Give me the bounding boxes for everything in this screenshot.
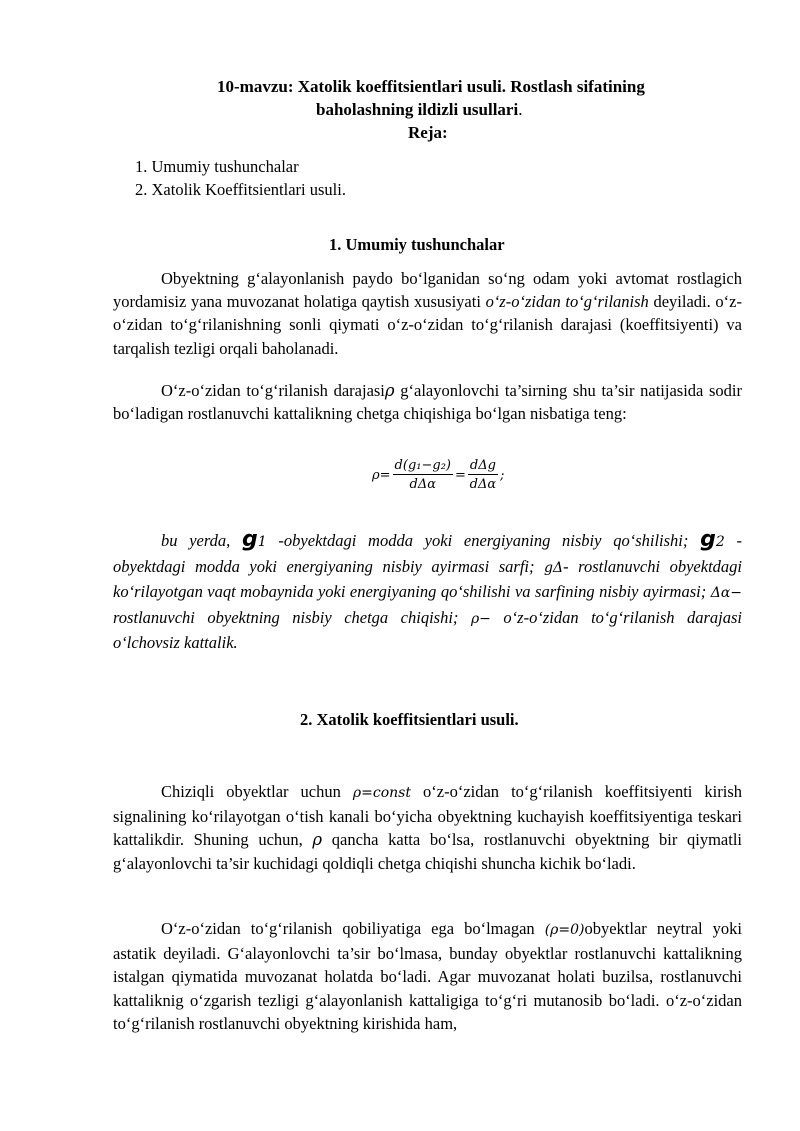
- formula-equals: =: [454, 467, 466, 483]
- title-line-2-dot: .: [518, 100, 523, 119]
- formula-den-1: dΔα: [409, 477, 437, 492]
- paragraph-3: [113, 529, 742, 656]
- p3-text-d: - rostlanuvchi obyektdagi ko‘rilayotgan vaqt mobaynida yoki energiyaning qo‘shilishi va sarfining nisbiy ayirmasi;: [113, 556, 742, 601]
- formula-fraction-1: [393, 458, 453, 492]
- p3-gdelta-symbol: gΔ: [544, 559, 564, 576]
- p3-g2-sub: 2: [715, 534, 725, 550]
- p4-text-a: Chiziqli obyektlar uchun: [161, 782, 353, 801]
- p4-text-b: o‘z-o‘zidan to‘g‘rilanish koeffitsiyenti kirish signalining ko‘rilayotgan o‘tish kanali bo‘yicha obyektning kuchayish koeffitsiyentiga teskari kattalikdir. Shuning uchun,: [113, 782, 742, 850]
- title-line-2: [316, 100, 522, 120]
- plan-item-1: 1. Umumiy tushunchalar: [135, 157, 299, 176]
- p1-text-c: deyiladi. o‘z-o‘zidan to‘g‘rilanishning sonli qiymati o‘z-o‘zidan to‘g‘rilanish darajasi (koeffitsiyenti) va tarqalish tezligi orqali baholanadi.: [113, 292, 742, 358]
- p3-text-c: - obyektdagi modda yoki energiyaning nisbiy ayirmasi sarfi;: [113, 531, 742, 576]
- paragraph-1: [113, 267, 742, 360]
- p3-text-b: -obyektdagi modda yoki energiyaning nisbiy qo‘shilishi;: [266, 531, 701, 550]
- formula-fraction-2: [468, 458, 498, 492]
- p5-rho-zero: (ρ=0): [544, 922, 585, 938]
- p3-dalpha-symbol: Δα−: [710, 585, 742, 601]
- p3-g1-sub: 1: [257, 534, 267, 550]
- p2-text-b: g‘alayonlovchi ta’sirning shu ta’sir natijasida sodir bo‘ladigan rostlanuvchi kattalikning chetga chiqishiga bo‘lgan nisbatiga teng:: [113, 381, 743, 424]
- p3-text-a: bu yerda,: [161, 531, 243, 550]
- p3-rho-symbol: ρ−: [470, 610, 491, 627]
- p2-text-a: O‘z-o‘zidan to‘g‘rilanish darajasi: [161, 381, 385, 400]
- formula-num-2: dΔg: [469, 458, 496, 473]
- p4-rho-const: ρ=const: [352, 785, 411, 801]
- formula-rho: [370, 458, 506, 492]
- paragraph-2: [113, 379, 742, 425]
- formula-den-2: dΔα: [469, 477, 497, 492]
- plan-heading: Reja:: [408, 123, 448, 142]
- section-1-heading: 1. Umumiy tushunchalar: [329, 235, 505, 254]
- section-2-heading: 2. Xatolik koeffitsientlari usuli.: [300, 710, 519, 729]
- p1-text-a: Obyektning g‘alayonlanish paydo bo‘lganidan so‘ng odam yoki avtomat rostlagich yordamisiz yana muvozanat holatiga qaytish xususiyati: [113, 269, 742, 312]
- p3-g2-symbol: g: [700, 527, 716, 552]
- title-line-2-text: baholashning ildizli usullari: [316, 100, 519, 119]
- plan-item-2: 2. Xatolik Koeffitsientlari usuli.: [135, 180, 346, 199]
- p4-text-c: qancha katta bo‘lsa, rostlanuvchi obyektning bir qiymatli g‘alayonlovchi ta’sir kuchidagi qoldiqli chetga chiqishi shuncha kichik bo‘ladi.: [113, 830, 742, 873]
- title-line-1: 10-mavzu: Xatolik koeffitsientlari usuli. Rostlash sifatining: [217, 77, 645, 96]
- paragraph-5: [113, 917, 742, 1035]
- p2-rho-symbol: ρ: [384, 381, 395, 400]
- formula-num-1: d(g₁−g₂): [394, 458, 451, 473]
- p3-text-f: o‘z-o‘zidan to‘g‘rilanish darajasi o‘lchovsiz kattalik.: [113, 607, 743, 652]
- p3-g1-symbol: g: [242, 527, 258, 552]
- formula-end: ;: [499, 467, 505, 483]
- formula-lhs: ρ=: [372, 467, 391, 483]
- p4-rho-symbol: ρ: [312, 830, 323, 850]
- paragraph-4: [113, 780, 742, 875]
- p5-text-b: obyektlar neytral yoki astatik deyiladi. G‘alayonlovchi ta’sir bo‘lmasa, bunday obyektlar rostlanuvchi kattalikning istalgan qiymatida muvozanat holatda bo‘ladi. Agar muvozanat holati buzilsa, rostlanuvchi kattaliknig o‘zgarish tezligi g‘alayonlanish kattaligiga to‘g‘ri mutanosib bo‘ladi. o‘z-o‘zidan to‘g‘rilanish rostlanuvchi obyektning kirishida ham,: [113, 919, 742, 1033]
- p3-text-e: rostlanuvchi obyektning nisbiy chetga chiqishi;: [113, 607, 471, 627]
- p5-text-a: O‘z-o‘zidan to‘g‘rilanish qobiliyatiga ega bo‘lmagan: [161, 919, 545, 938]
- p1-term: o‘z-o‘zidan to‘g‘rilanish: [485, 292, 649, 312]
